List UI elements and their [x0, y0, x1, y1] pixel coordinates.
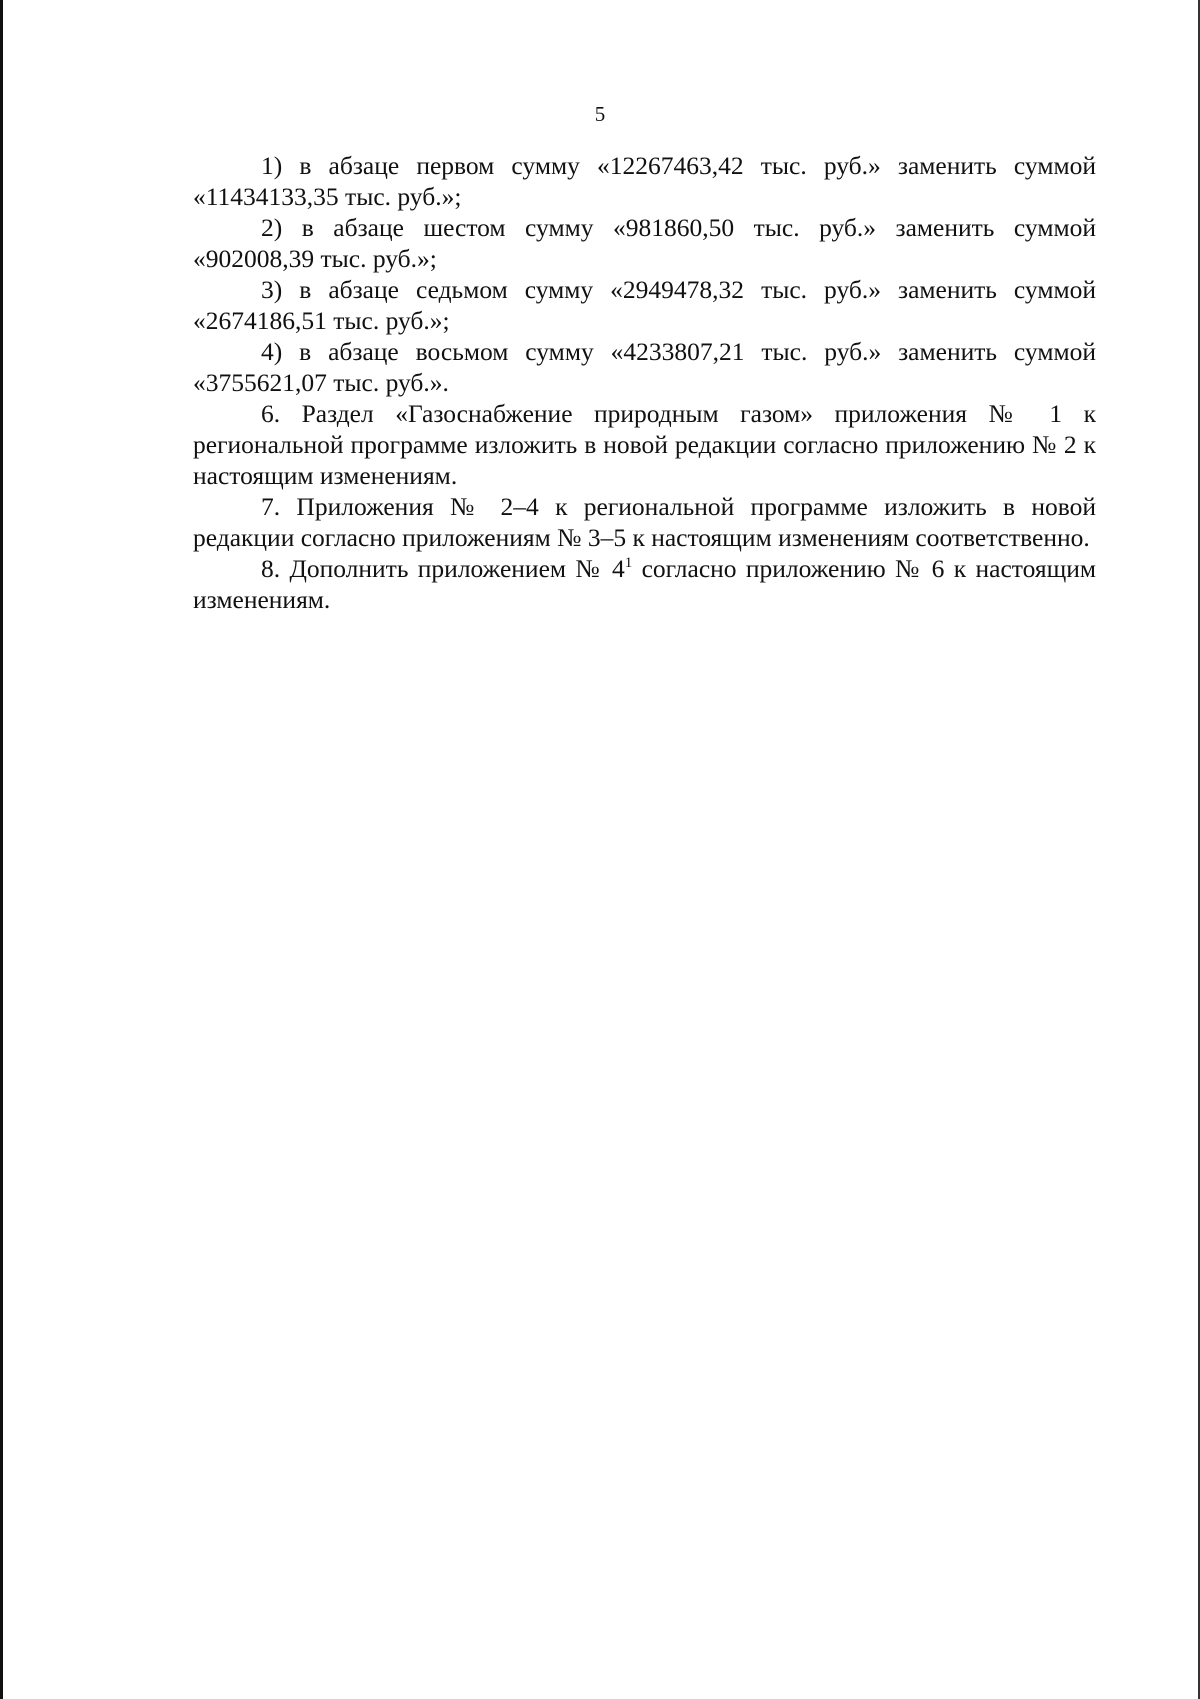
document-body — [193, 150, 1096, 615]
paragraph-1: 1) в абзаце первом сумму «12267463,42 тыс. руб.» заменить суммой «11434133,35 тыс. руб.»; — [193, 151, 1096, 211]
paragraph-6: 6. Раздел «Газоснабжение природным газом» приложения № 1 к региональной программе изложить в новой редакции согласно приложению № 2 к настоящим изменениям. — [193, 399, 1096, 490]
paragraph-3: 3) в абзаце седьмом сумму «2949478,32 тыс. руб.» заменить суммой «2674186,51 тыс. руб.»; — [193, 275, 1096, 335]
superscript-marker: 1 — [624, 555, 633, 571]
scan-left-edge — [0, 0, 3, 1699]
paragraph-8-start: 8. Дополнить приложением № 4 — [261, 554, 625, 583]
paragraph-8-end: согласно приложению № 6 к настоящим изменениям. — [193, 554, 1096, 614]
paragraph-8 — [193, 553, 1096, 615]
paragraph-2: 2) в абзаце шестом сумму «981860,50 тыс. руб.» заменить суммой «902008,39 тыс. руб.»; — [193, 213, 1096, 273]
page-number: 5 — [594, 102, 606, 126]
paragraph-4: 4) в абзаце восьмом сумму «4233807,21 тыс. руб.» заменить суммой «3755621,07 тыс. руб.». — [193, 337, 1096, 397]
paragraph-7: 7. Приложения № 2–4 к региональной программе изложить в новой редакции согласно приложениям № 3–5 к настоящим изменениям соответственно. — [193, 492, 1096, 552]
